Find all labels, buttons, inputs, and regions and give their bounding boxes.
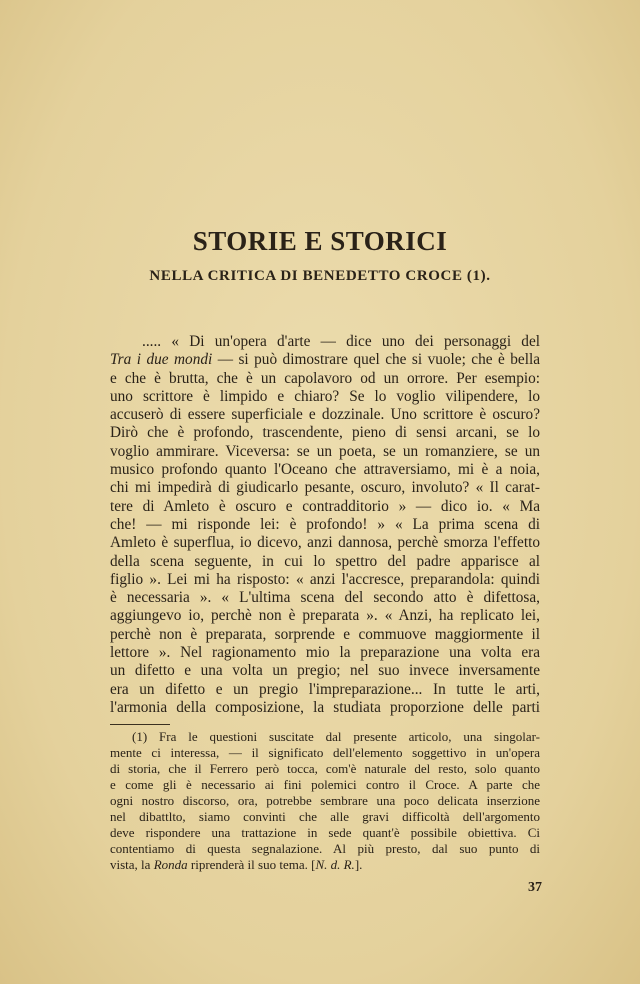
body-line: Amleto è superflua, io dicevo, anzi dannosa, perchè smorza l'effetto [110, 534, 540, 552]
body-line: uno scrittore è limpido e chiaro? Se lo voglio vilipendere, lo [110, 387, 540, 405]
body-line: un difetto e una volta un pregio; nel suo invece inversamente [110, 662, 540, 680]
body-line: era un difetto e un pregio l'impreparazione... In tutte le arti, [110, 680, 540, 698]
footnote-line: ogni nostro discorso, ora, potrebbe sembrare una poco delicata inserzione [110, 793, 540, 808]
footnote-line: e come gli è necessario ai fini polemici contro il Croce. A parte che [110, 777, 540, 792]
body-line: musico profondo quanto l'Oceano che attraversiamo, mi è a noia, [110, 461, 540, 479]
footnote-line: di storia, che il Ferrero però tocca, com'è naturale del resto, solo quanto [110, 761, 540, 776]
body-line: ..... « Di un'opera d'arte — dice uno dei personaggi del [142, 333, 540, 350]
body-line: tere di Amleto è oscuro e contradditorio » — dico io. « Ma [110, 497, 540, 515]
body-line: l'armonia della composizione, la studiata proporzione delle parti [110, 698, 540, 716]
body-line: aggiungevo io, perchè non è preparata ». « Anzi, ha replicato lei, [110, 607, 540, 625]
footnote-text: vista, la [110, 857, 154, 872]
footnote-text: ]. [354, 857, 363, 872]
editor-note: N. d. R. [315, 857, 355, 872]
body-line: figlio ». Lei mi ha risposto: « anzi l'accresce, preparandola: quindi [110, 570, 540, 588]
body-line: chi mi impedirà di giudicarlo pesante, oscuro, involuto? « Il carat- [110, 479, 540, 497]
footnote-line: nel dibattlto, siamo convinti che alle gravi difficoltà dell'argomento [110, 809, 540, 824]
body-line: della scena seguente, in cui lo spettro del padre apparisce al [110, 552, 540, 570]
body-line [110, 351, 540, 369]
footnote-line: deve rispondere una trattazione in sede quant'è possibile obiettiva. Ci [110, 825, 540, 840]
body-line: accuserò di essere superficiale e dozzinale. Uno scrittore è oscuro? [110, 406, 540, 424]
footnote-line: (1) Fra le questioni suscitate dal presente articolo, una singolar- [132, 729, 540, 744]
footnote-divider [110, 724, 170, 725]
article-title: STORIE E STORICI [192, 226, 448, 256]
page-number: 37 [528, 880, 542, 895]
journal-name: Ronda [153, 857, 188, 872]
body-line-text: — si può dimostrare quel che si vuole; che è bella [212, 351, 540, 369]
body-line: lettore ». Nel ragionamento mio la preparazione una volta era [110, 644, 540, 662]
body-line: che! — mi risponde lei: è profondo! » « La prima scena di [110, 515, 540, 533]
body-text [110, 333, 540, 717]
footnote [110, 729, 540, 873]
footnote-line: mente ci interessa, — il significato dell'elemento soggettivo in un'opera [110, 745, 540, 760]
body-line: è necessaria ». « L'ultima scena del secondo atto è difettosa, [110, 589, 540, 607]
body-line: perchè non è preparata, sorprende e commuove maggiormente il [110, 625, 540, 643]
article-subtitle: NELLA CRITICA DI BENEDETTO CROCE (1). [149, 268, 491, 284]
footnote-line: contentiamo di questa segnalazione. Al più presto, dal suo punto di [110, 841, 540, 856]
body-line: Dirò che è profondo, trascendente, pieno di sensi arcani, se lo [110, 424, 540, 442]
body-line: e che è brutta, che è un capolavoro od un orrore. Per esempio: [110, 369, 540, 387]
footnote-text: riprenderà il suo tema. [ [187, 857, 316, 872]
footnote-line [110, 857, 540, 873]
book-title: Tra i due mondi [110, 351, 213, 369]
body-line: voglio ammirare. Viceversa: se un poeta, se un romanziere, se un [110, 442, 540, 460]
